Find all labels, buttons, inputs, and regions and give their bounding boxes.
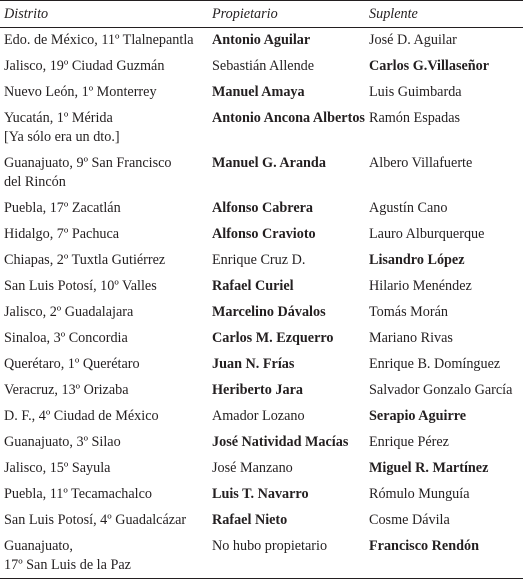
header-row <box>0 1 523 28</box>
owner-cell: Enrique Cruz D. <box>212 252 306 268</box>
district-cell <box>0 534 208 579</box>
substitute-cell: Francisco Rendón <box>365 534 523 579</box>
substitute-cell: Ramón Espadas <box>369 110 461 126</box>
table-row <box>0 534 523 579</box>
district-line: Sinaloa, 3º Concordia <box>4 330 128 346</box>
district-line: Querétaro, 1º Querétaro <box>4 356 140 372</box>
table-row <box>0 352 523 378</box>
substitute-cell: Cosme Dávila <box>369 512 450 528</box>
owner-cell: José Natividad Macías <box>212 434 349 450</box>
district-line: Puebla, 17º Zacatlán <box>4 200 121 216</box>
owner-cell: Amador Lozano <box>212 408 305 424</box>
district-cell <box>0 196 208 222</box>
district-line: San Luis Potosí, 10º Valles <box>4 278 157 294</box>
substitute-cell: Salvador Gonzalo García <box>369 382 513 398</box>
substitute-cell: Enrique B. Domínguez <box>369 356 501 372</box>
table-row <box>0 378 523 404</box>
district-line: D. F., 4º Ciudad de México <box>4 408 159 424</box>
district-line: Nuevo León, 1º Monterrey <box>4 84 157 100</box>
district-cell <box>0 222 208 248</box>
header-owner: Propietario <box>208 1 365 28</box>
substitute-cell: Tomás Morán <box>369 304 448 320</box>
table-row <box>0 248 523 274</box>
table-row <box>0 482 523 508</box>
district-cell <box>0 404 208 430</box>
table-row <box>0 404 523 430</box>
owner-cell: Alfonso Cabrera <box>212 200 314 216</box>
header-district: Distrito <box>0 1 208 28</box>
district-line: 17º San Luis de la Paz <box>4 557 131 573</box>
table-row <box>0 54 523 80</box>
substitute-cell: Hilario Menéndez <box>369 278 472 294</box>
substitute-cell: Carlos G.Villaseñor <box>369 58 490 74</box>
substitute-cell: Enrique Pérez <box>369 434 449 450</box>
district-line: Edo. de México, 11º Tlalnepantla <box>4 32 194 48</box>
substitute-cell: Albero Villafuerte <box>369 155 473 171</box>
district-cell <box>0 378 208 404</box>
district-line: Guanajuato, 3º Silao <box>4 434 121 450</box>
substitute-cell: Agustín Cano <box>369 200 448 216</box>
district-cell <box>0 326 208 352</box>
district-line: Chiapas, 2º Tuxtla Gutiérrez <box>4 252 166 268</box>
table-row <box>0 326 523 352</box>
district-cell <box>0 106 208 151</box>
table-row <box>0 456 523 482</box>
owner-cell: Manuel Amaya <box>212 84 305 100</box>
district-cell <box>0 151 208 196</box>
substitute-cell: Miguel R. Martínez <box>369 460 489 476</box>
district-line: del Rincón <box>4 174 66 190</box>
table-row <box>0 80 523 106</box>
owner-cell: Juan N. Frías <box>212 356 295 372</box>
substitute-cell: Luis Guimbarda <box>369 84 462 100</box>
substitute-cell: Rómulo Munguía <box>369 486 470 502</box>
district-cell <box>0 28 208 55</box>
table-row <box>0 222 523 248</box>
table-row <box>0 28 523 55</box>
owner-cell: Marcelino Dávalos <box>212 304 326 320</box>
owner-cell: Alfonso Cravioto <box>212 226 316 242</box>
substitute-cell: José D. Aguilar <box>369 32 457 48</box>
table-body <box>0 28 523 579</box>
district-cell <box>0 482 208 508</box>
owner-cell: Luis T. Navarro <box>212 486 309 502</box>
table-row <box>0 274 523 300</box>
header-substitute: Suplente <box>365 1 523 28</box>
owner-cell: Heriberto Jara <box>212 382 303 398</box>
district-line: Puebla, 11º Tecamachalco <box>4 486 152 502</box>
district-line: Hidalgo, 7º Pachuca <box>4 226 120 242</box>
district-cell <box>0 54 208 80</box>
district-line: Jalisco, 19º Ciudad Guzmán <box>4 58 165 74</box>
substitute-cell: Lisandro López <box>369 252 465 268</box>
owner-cell: Antonio Aguilar <box>212 32 311 48</box>
table-row <box>0 508 523 534</box>
table-row <box>0 106 523 151</box>
table-row <box>0 300 523 326</box>
district-line: Veracruz, 13º Orizaba <box>4 382 129 398</box>
district-cell <box>0 274 208 300</box>
table-row <box>0 151 523 196</box>
substitute-cell: Mariano Rivas <box>369 330 453 346</box>
district-cell <box>0 300 208 326</box>
substitute-cell: Lauro Alburquerque <box>369 226 485 242</box>
district-line: Jalisco, 15º Sayula <box>4 460 111 476</box>
district-cell <box>0 508 208 534</box>
district-line: Guanajuato, 9º San Francisco <box>4 155 172 171</box>
owner-cell: Rafael Nieto <box>212 512 288 528</box>
owner-cell: Manuel G. Aranda <box>212 155 326 171</box>
substitute-cell: Serapio Aguirre <box>369 408 467 424</box>
table-row <box>0 196 523 222</box>
district-cell <box>0 352 208 378</box>
district-line: San Luis Potosí, 4º Guadalcázar <box>4 512 187 528</box>
owner-cell: Sebastián Allende <box>212 58 315 74</box>
owner-cell: Rafael Curiel <box>212 278 294 294</box>
district-cell <box>0 80 208 106</box>
table-row <box>0 430 523 456</box>
district-line: [Ya sólo era un dto.] <box>4 129 120 145</box>
district-cell <box>0 430 208 456</box>
district-cell <box>0 456 208 482</box>
district-line: Guanajuato, <box>4 538 73 554</box>
district-line: Jalisco, 2º Guadalajara <box>4 304 134 320</box>
table-header <box>0 1 523 28</box>
district-cell <box>0 248 208 274</box>
owner-cell: No hubo propietario <box>208 534 365 579</box>
owner-cell: Carlos M. Ezquerro <box>212 330 334 346</box>
owner-cell: Antonio Ancona Albertos <box>212 110 365 126</box>
owner-cell: José Manzano <box>212 460 293 476</box>
district-line: Yucatán, 1º Mérida <box>4 110 113 126</box>
